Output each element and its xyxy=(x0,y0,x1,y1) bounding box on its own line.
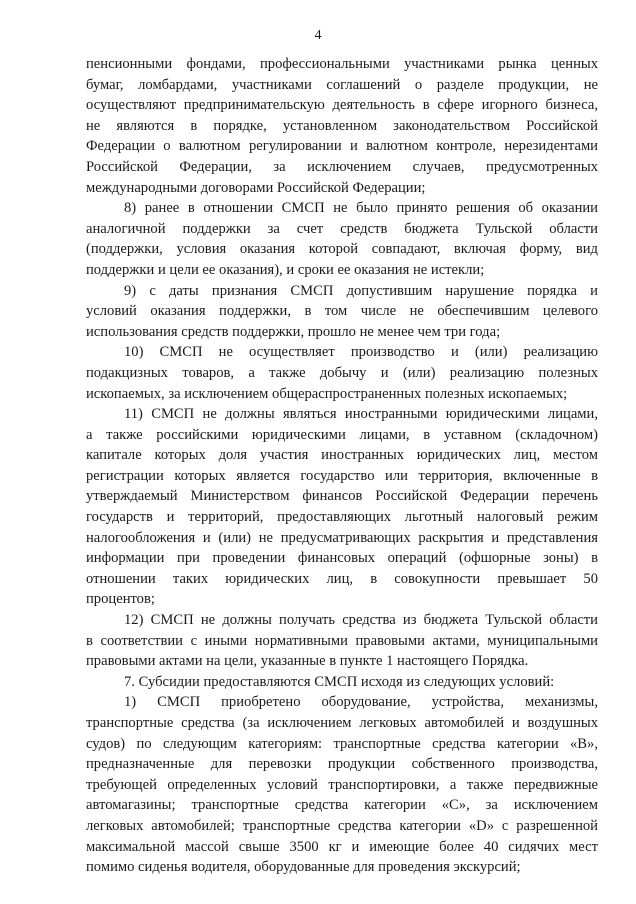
paragraph xyxy=(86,342,598,404)
text-line: не являются в порядке, установленном законодательством Российской xyxy=(86,117,598,134)
text-line: международными договорами Российской Федерации; xyxy=(86,179,426,196)
text-line: отношении таких юридических лиц, в совокупности превышает 50 xyxy=(86,570,598,587)
paragraph xyxy=(86,404,598,610)
document-body xyxy=(86,54,598,878)
text-line: Федерации о валютном регулировании и валютном контроле, нерезидентами xyxy=(86,138,598,155)
text-line: 8) ранее в отношении СМСП не было принято решения об оказании xyxy=(124,200,598,217)
text-line: в соответствии с иными нормативными правовыми актами, муниципальными xyxy=(86,632,598,649)
text-line: автомагазины; транспортные средства категории «С», за исключением xyxy=(86,797,598,814)
text-line: Российской Федерации, за исключением случаев, предусмотренных xyxy=(86,158,598,175)
text-line: регистрации которых является государство или территория, включенные в xyxy=(86,467,598,484)
text-line: использования средств поддержки, прошло не менее чем три года; xyxy=(86,323,501,340)
text-line: условий оказания поддержки, в том числе не обеспечившим целевого xyxy=(86,303,598,320)
paragraph xyxy=(86,672,598,693)
text-line: (поддержки, условия оказания которой совпадают, включая форму, вид xyxy=(86,241,598,258)
text-line: а также российскими юридическими лицами, в уставном (складочном) xyxy=(86,426,598,443)
text-line: 10) СМСП не осуществляет производство и (или) реализацию xyxy=(124,344,598,361)
text-line: информации при проведении финансовых операций (офшорные зоны) в xyxy=(86,550,598,567)
text-line: государств и территорий, предоставляющих льготный налоговый режим xyxy=(86,509,598,526)
text-line: легковых автомобилей; транспортные средства категории «D» с разрешенной xyxy=(86,817,598,834)
text-line: 12) СМСП не должны получать средства из бюджета Тульской области xyxy=(124,612,598,629)
text-line: пенсионными фондами, профессиональными участниками рынка ценных xyxy=(86,56,598,72)
text-line: ископаемых, за исключением общераспространенных полезных ископаемых; xyxy=(86,385,568,402)
text-line: максимальной массой свыше 3500 кг и имеющие более 40 сидячих мест xyxy=(86,838,598,855)
text-line: капитале которых доля участия иностранных юридических лиц, местом xyxy=(86,447,598,464)
text-line: 7. Субсидии предоставляются СМСП исходя из следующих условий: xyxy=(124,673,555,690)
text-line: поддержки и цели ее оказания), и сроки ее оказания не истекли; xyxy=(86,261,485,278)
text-line: транспортные средства (за исключением легковых автомобилей и воздушных xyxy=(86,715,598,731)
text-line: подакцизных товаров, а также добычу и (или) реализацию полезных xyxy=(86,364,598,381)
text-line: предназначенные для перевозки продукции собственного производства, xyxy=(86,756,598,773)
text-line: помимо сиденья водителя, оборудованные для проведения экскурсий; xyxy=(86,859,521,876)
text-line: 11) СМСП не должны являться иностранными юридическими лицами, xyxy=(124,406,598,423)
text-line: процентов; xyxy=(86,591,155,608)
text-line: налогообложения и (или) не предусматривающих раскрытия и представления xyxy=(86,529,598,546)
text-line: 9) с даты признания СМСП допустившим нарушение порядка и xyxy=(124,282,598,299)
text-line: правовыми актами на цели, указанные в пункте 1 настоящего Порядка. xyxy=(86,653,529,670)
paragraph xyxy=(86,281,598,343)
text-line: утверждаемый Министерством финансов Российской Федерации перечень xyxy=(86,488,598,505)
paragraph xyxy=(86,610,598,672)
text-line: бумаг, ломбардами, участниками соглашений о разделе продукции, не xyxy=(86,76,598,93)
text-line: аналогичной поддержки за счет средств бюджета Тульской области xyxy=(86,220,598,237)
paragraph xyxy=(86,198,598,280)
text-line: осуществляют предпринимательскую деятельность в сфере игорного бизнеса, xyxy=(86,97,598,114)
text-line: судов) по следующим категориям: транспортные средства категории «В», xyxy=(86,735,598,752)
page-number: 4 xyxy=(314,28,322,43)
text-line: 1) СМСП приобретено оборудование, устройства, механизмы, xyxy=(124,694,598,711)
paragraph xyxy=(86,692,598,877)
paragraph xyxy=(86,54,598,198)
text-line: требующей определенных условий транспортировки, а также передвижные xyxy=(86,776,598,793)
